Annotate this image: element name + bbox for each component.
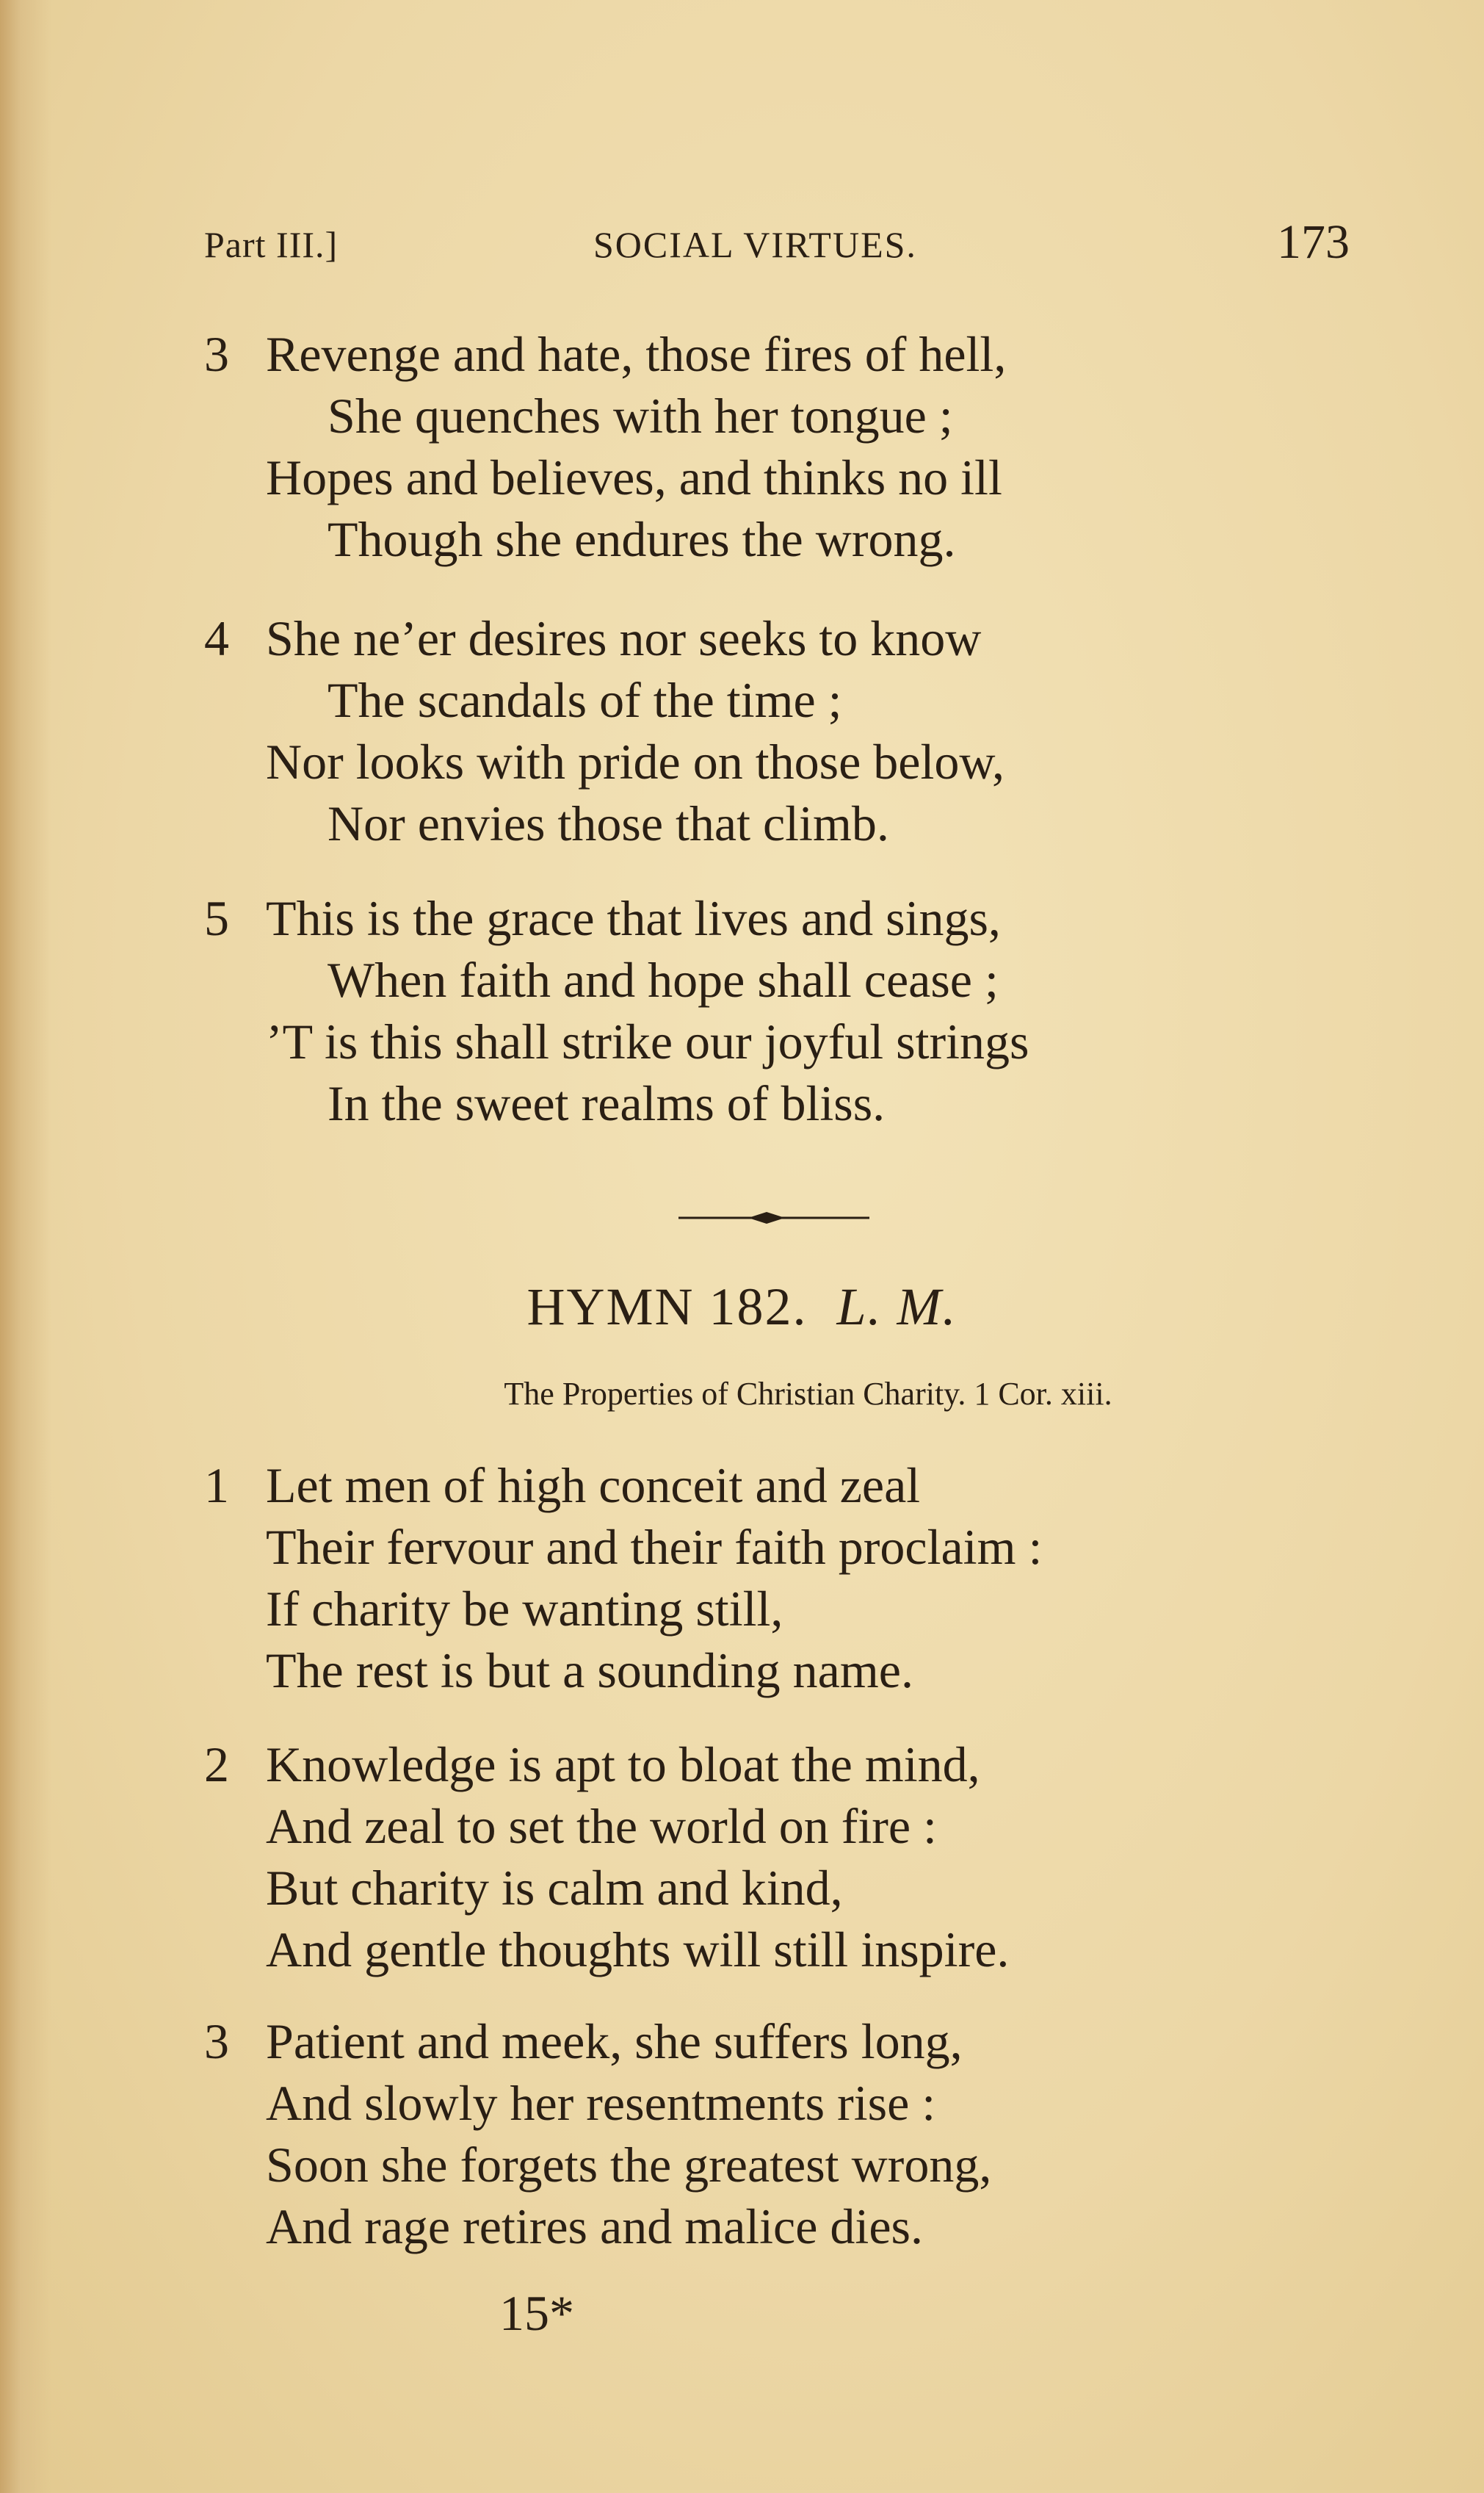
verse-line: Hopes and believes, and thinks no ill <box>266 450 1002 505</box>
hymn-heading <box>0 1277 1484 1338</box>
header-section-title: SOCIAL VIRTUES. <box>593 224 917 265</box>
verse-line: And rage retires and malice dies. <box>266 2198 923 2254</box>
stanza-number: 3 <box>204 2013 229 2069</box>
verse-line: If charity be wanting still, <box>266 1581 783 1637</box>
stanza-number: 3 <box>204 326 229 382</box>
verse-line: Their fervour and their faith proclaim : <box>266 1519 1043 1575</box>
verse-line: Soon she forgets the greatest wrong, <box>266 2137 992 2193</box>
verse-line: But charity is calm and kind, <box>266 1860 843 1916</box>
stanza-number: 4 <box>204 610 229 666</box>
running-header <box>204 214 1350 273</box>
hymn-subtitle: The Properties of Christian Charity. 1 Cor. xiii. <box>504 1376 1112 1412</box>
header-part: Part III.] <box>204 224 339 265</box>
verse-line: Revenge and hate, those fires of hell, <box>266 326 1007 382</box>
verse-line: Though she endures the wrong. <box>327 511 956 567</box>
stanza-number: 5 <box>204 890 229 946</box>
hymn-meter: L. M. <box>836 1277 958 1336</box>
verse-line: Let men of high conceit and zeal <box>266 1457 921 1513</box>
stanza-1 <box>204 1454 1408 1701</box>
stanza-2 <box>204 1733 1408 1980</box>
verse-line: The scandals of the time ; <box>327 672 842 728</box>
stanza-number: 1 <box>204 1457 229 1513</box>
signature-mark: 15* <box>499 2285 574 2341</box>
stanza-3 <box>204 2010 1408 2257</box>
verse-line: Nor envies those that climb. <box>327 795 889 851</box>
verse-line: Patient and meek, she suffers long, <box>266 2013 963 2069</box>
verse-line: ’T is this shall strike our joyful strings <box>266 1014 1029 1069</box>
verse-line: This is the grace that lives and sings, <box>266 890 1001 946</box>
verse-line: And zeal to set the world on fire : <box>266 1798 937 1854</box>
stanza-prev-3 <box>204 323 1408 570</box>
verse-line: In the sweet realms of bliss. <box>327 1075 886 1131</box>
divider-ornament-icon <box>678 1211 869 1225</box>
verse-line: She quenches with her tongue ; <box>327 388 953 444</box>
page-spine-shadow <box>0 0 51 2493</box>
stanza-number: 2 <box>204 1736 229 1792</box>
verse-line: And gentle thoughts will still inspire. <box>266 1922 1010 1977</box>
verse-line: When faith and hope shall cease ; <box>327 952 999 1008</box>
verse-line: And slowly her resentments rise : <box>266 2075 936 2131</box>
verse-line: The rest is but a sounding name. <box>266 1642 913 1698</box>
verse-line: She ne’er desires nor seeks to know <box>266 610 982 666</box>
stanza-prev-4 <box>204 607 1408 854</box>
hymn-title: HYMN 182. <box>526 1277 808 1336</box>
stanza-prev-5 <box>204 887 1408 1134</box>
verse-line: Nor looks with pride on those below, <box>266 734 1005 790</box>
page-number: 173 <box>1277 215 1350 269</box>
verse-line: Knowledge is apt to bloat the mind, <box>266 1736 980 1792</box>
